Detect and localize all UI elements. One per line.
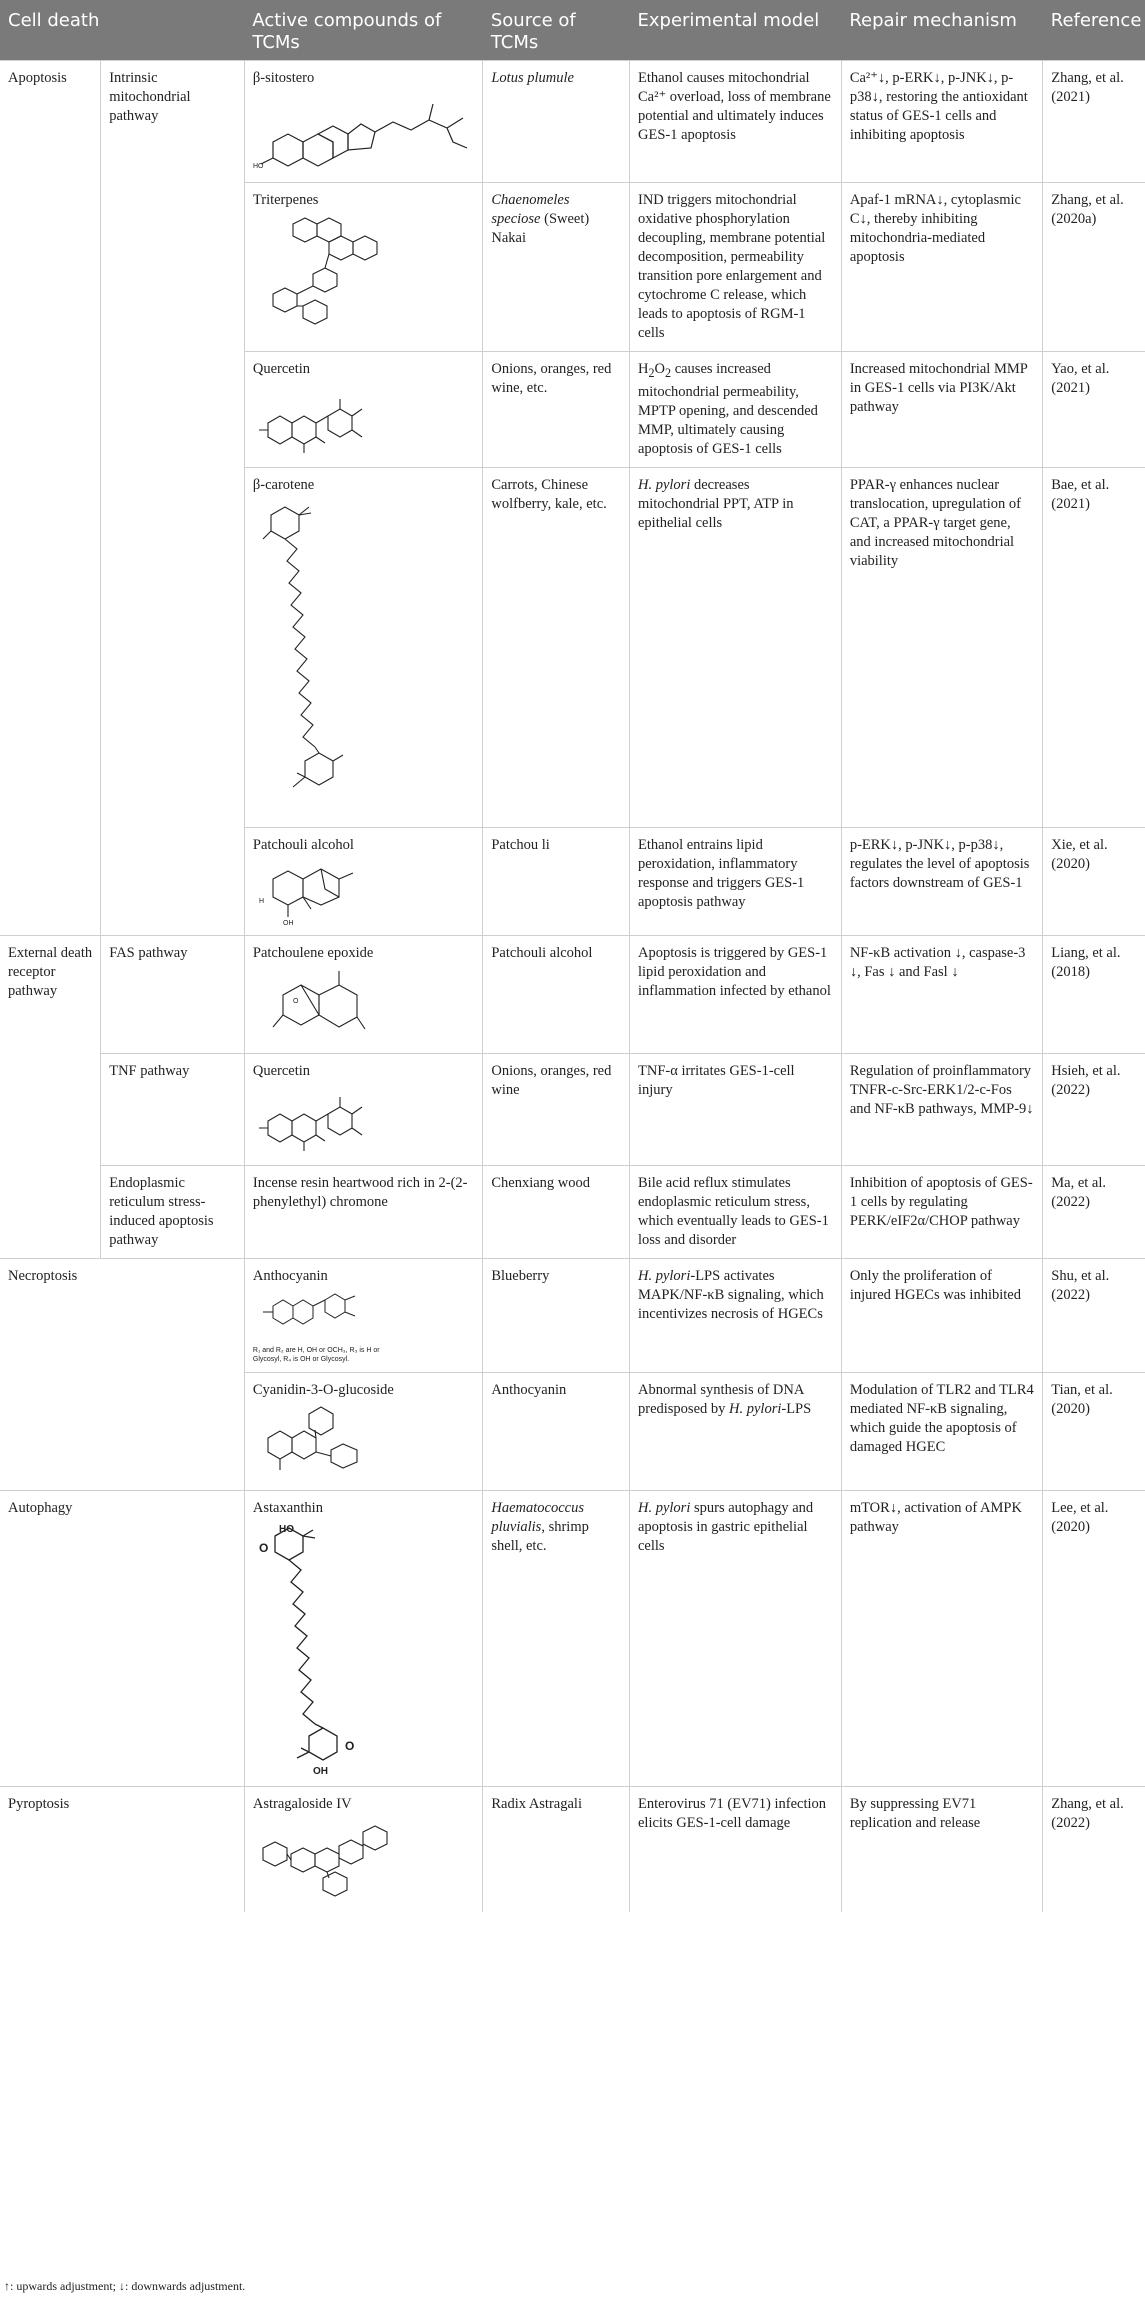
source-name: Carrots, Chinese wolfberry, kale, etc. bbox=[483, 467, 630, 827]
table-row: Cyanidin-3-O-glucoside Anthocyanin Abnormal synthesis of DNA predisposed by H. pylori-LPS Modulation of TLR2 and TLR4 mediated NF-κB signaling, which guide the apoptosis of damaged HGEC Tian, et al. (2020) bbox=[0, 1372, 1145, 1490]
compound-name: β-sitostero bbox=[252, 70, 315, 86]
reference-text: Tian, et al. (2020) bbox=[1043, 1372, 1145, 1490]
table-row bbox=[0, 1053, 1145, 1165]
repair-text: Regulation of proinflammatory TNFR-c-Src-ERK1/2-c-Fos and NF-κB pathways, MMP-9↓ bbox=[841, 1053, 1042, 1165]
svg-text:HO: HO bbox=[278, 1523, 294, 1535]
table-row: Autophagy Astaxanthin O HO O OH Haematococcus pluvialis, shrimp shell, etc. H. pylori spurs autophagy and apoptosis in gastric epithelial cells mTOR↓, activation of AMPK pathway Lee, et al. (2020) bbox=[0, 1490, 1145, 1786]
group-autophagy: Autophagy bbox=[0, 1490, 244, 1786]
repair-text: Inhibition of apoptosis of GES-1 cells by regulating PERK/eIF2α/CHOP pathway bbox=[841, 1165, 1042, 1258]
compound-name: Patchouli alcohol bbox=[252, 836, 354, 853]
header-row bbox=[0, 0, 1145, 61]
svg-text:O: O bbox=[258, 1540, 269, 1555]
quercetin-structure bbox=[253, 1085, 393, 1157]
reference-text: Zhang, et al. (2022) bbox=[1043, 1786, 1145, 1912]
model-text: TNF-α irritates GES-1-cell injury bbox=[630, 1053, 842, 1165]
reference-text: Bae, et al. (2021) bbox=[1043, 467, 1145, 827]
compound-name: Incense resin heartwood rich in 2-(2-phenylethyl) chromone bbox=[244, 1165, 482, 1258]
header-model: Experimental model bbox=[630, 0, 842, 61]
table-row: β-carotene Carrots, Chinese wolfberry, kale, etc. H. pylori decreases mitochondrial PPT, ATP in epithelial cells PPAR-γ enhances nuclear translocation, upregulation of CAT, a PPAR-γ target gene, and increased mitochondrial viability Bae, et al. (2021) bbox=[0, 467, 1145, 827]
repair-text: NF-κB activation ↓, caspase-3 ↓, Fas ↓ and Fasl ↓ bbox=[841, 935, 1042, 1053]
svg-text:O: O bbox=[344, 1738, 355, 1753]
cyanidin-3-o-glucoside-structure bbox=[253, 1404, 393, 1482]
reference-text: Lee, et al. (2020) bbox=[1043, 1490, 1145, 1786]
reference-text: Liang, et al. (2018) bbox=[1043, 935, 1145, 1053]
header-source: Source of TCMs bbox=[483, 0, 630, 61]
repair-text: Apaf-1 mRNA↓, cytoplasmic C↓, thereby inhibiting mitochondria-mediated apoptosis bbox=[841, 183, 1042, 352]
triterpenes-structure bbox=[253, 214, 403, 339]
source-name: Lotus plumule bbox=[491, 70, 574, 86]
patchoulene-epoxide-structure bbox=[253, 967, 393, 1045]
pathway-intrinsic: Intrinsic mitochondrial pathway bbox=[101, 61, 245, 936]
repair-text: p-ERK↓, p-JNK↓, p-p38↓, regulates the level of apoptosis factors downstream of GES-1 bbox=[841, 827, 1042, 935]
svg-text:H: H bbox=[258, 897, 264, 905]
header-reference: Reference bbox=[1043, 0, 1145, 61]
beta-carotene-structure bbox=[253, 499, 373, 819]
structure-caption: R₁ and R₂ are H, OH or OCH₃, R₃ is H or Glycosyl, R₄ is OH or Glycosyl. bbox=[252, 1346, 380, 1363]
source-name: Anthocyanin bbox=[483, 1372, 630, 1490]
group-apoptosis: Apoptosis bbox=[0, 61, 101, 936]
reference-text: Ma, et al. (2022) bbox=[1043, 1165, 1145, 1258]
quercetin-structure bbox=[253, 383, 393, 458]
compound-name: β-carotene bbox=[252, 476, 315, 493]
model-text: Enterovirus 71 (EV71) infection elicits GES-1-cell damage bbox=[630, 1786, 842, 1912]
model-text: Apoptosis is triggered by GES-1 lipid peroxidation and inflammation infected by ethanol bbox=[630, 935, 842, 1053]
compound-name: Patchoulene epoxide bbox=[252, 944, 374, 961]
compound-name: Astaxanthin bbox=[252, 1499, 323, 1516]
compound-name: Quercetin bbox=[252, 361, 311, 377]
footnote: ↑: upwards adjustment; ↓: downwards adjustment. bbox=[4, 2279, 246, 2293]
repair-text: Increased mitochondrial MMP in GES-1 cells via PI3K/Akt pathway bbox=[841, 352, 1042, 468]
anthocyanin-structure bbox=[253, 1290, 403, 1346]
compound-name: Astragaloside IV bbox=[252, 1795, 352, 1812]
reference-text: Hsieh, et al. (2022) bbox=[1043, 1053, 1145, 1165]
source-name: Blueberry bbox=[483, 1258, 630, 1372]
compound-name: Anthocyanin bbox=[252, 1267, 328, 1284]
group-pyroptosis: Pyroptosis bbox=[0, 1786, 244, 1912]
model-text: Ethanol causes mitochondrial Ca²⁺ overload, loss of membrane potential and ultimately induces GES-1 apoptosis bbox=[630, 61, 842, 183]
reference-text: Xie, et al. (2020) bbox=[1043, 827, 1145, 935]
header-cell-death: Cell death bbox=[0, 0, 244, 61]
table-row bbox=[0, 1165, 1145, 1258]
svg-text:O: O bbox=[292, 997, 299, 1005]
source-name: Onions, oranges, red wine, etc. bbox=[483, 352, 630, 468]
table-row bbox=[0, 935, 1145, 1053]
repair-text: Modulation of TLR2 and TLR4 mediated NF-κB signaling, which guide the apoptosis of damaged HGEC bbox=[841, 1372, 1042, 1490]
compound-name: Cyanidin-3-O-glucoside bbox=[252, 1381, 394, 1398]
repair-text: By suppressing EV71 replication and release bbox=[841, 1786, 1042, 1912]
table-row: Necroptosis Anthocyanin R₁ and R₂ are H, OH or OCH₃, R₃ is H or Glycosyl, R₄ is OH or Glycosyl. Blueberry H. pylori-LPS activates MAPK/NF-κB signaling, which incentivizes necrosis of HGECs Only the proliferation of injured HGECs was inhibited Shu, et al. (2022) bbox=[0, 1258, 1145, 1372]
source-name: Patchouli alcohol bbox=[483, 935, 630, 1053]
pathway-er: Endoplasmic reticulum stress-induced apoptosis pathway bbox=[101, 1165, 245, 1258]
repair-text: mTOR↓, activation of AMPK pathway bbox=[841, 1490, 1042, 1786]
table-row: Quercetin Onions, oranges, red wine, etc. $H_2O_2$ causes increased mitochondrial permeability, MPTP opening, and descended MMP, ultimately causing apoptosis of GES-1 cells Increased mitochondrial MMP in GES-1 cells via PI3K/Akt pathway Yao, et al. (2021) bbox=[0, 352, 1145, 468]
model-text: IND triggers mitochondrial oxidative phosphorylation decoupling, membrane potential decomposition, permeability transition pore enlargement and cytochrome C release, which leads to apoptosis of RGM-1 cells bbox=[630, 183, 842, 352]
svg-text:OH: OH bbox=[282, 919, 294, 927]
reference-text: Shu, et al. (2022) bbox=[1043, 1258, 1145, 1372]
pathway-fas: FAS pathway bbox=[101, 935, 245, 1053]
source-name: Onions, oranges, red wine bbox=[483, 1053, 630, 1165]
model-text: Bile acid reflux stimulates endoplasmic reticulum stress, which eventually leads to GES-1 loss and disorder bbox=[630, 1165, 842, 1258]
svg-text:HO: HO bbox=[252, 163, 264, 170]
table-row bbox=[0, 1786, 1145, 1912]
repair-text: PPAR-γ enhances nuclear translocation, upregulation of CAT, a PPAR-γ target gene, and increased mitochondrial viability bbox=[841, 467, 1042, 827]
header-repair: Repair mechanism bbox=[841, 0, 1042, 61]
svg-text:OH: OH bbox=[312, 1765, 328, 1777]
compound-name: Quercetin bbox=[252, 1062, 311, 1079]
reference-text: Zhang, et al. (2020a) bbox=[1043, 183, 1145, 352]
beta-sitosterol-structure bbox=[253, 92, 473, 172]
source-name: Radix Astragali bbox=[483, 1786, 630, 1912]
model-text: Ethanol entrains lipid peroxidation, inflammatory response and triggers GES-1 apoptosis pathway bbox=[630, 827, 842, 935]
group-necroptosis: Necroptosis bbox=[0, 1258, 244, 1490]
table-row: Triterpenes Chaenomeles speciose (Sweet) Nakai IND triggers mitochondrial oxidative phosphorylation decoupling, membrane potential decomposition, permeability transition pore enlargement and cytochrome C release, which leads to apoptosis of RGM-1 cells Apaf-1 mRNA↓, cytoplasmic C↓, thereby inhibiting mitochondria-mediated apoptosis Zhang, et al. (2020a) bbox=[0, 183, 1145, 352]
compound-name: Triterpenes bbox=[252, 192, 319, 208]
reference-text: Zhang, et al. (2021) bbox=[1043, 61, 1145, 183]
pathway-tnf: TNF pathway bbox=[101, 1053, 245, 1165]
repair-text: Only the proliferation of injured HGECs was inhibited bbox=[841, 1258, 1042, 1372]
group-external: External death receptor pathway bbox=[0, 935, 101, 1258]
astaxanthin-structure bbox=[253, 1522, 373, 1778]
patchouli-alcohol-structure bbox=[253, 859, 383, 927]
reference-text: Yao, et al. (2021) bbox=[1043, 352, 1145, 468]
repair-text: Ca²⁺↓, p-ERK↓, p-JNK↓, p-p38↓, restoring the antioxidant status of GES-1 cells and inhibiting apoptosis bbox=[841, 61, 1042, 183]
table-row bbox=[0, 61, 1145, 183]
source-name: Patchou li bbox=[483, 827, 630, 935]
astragaloside-iv-structure bbox=[253, 1818, 403, 1904]
source-name: Chenxiang wood bbox=[483, 1165, 630, 1258]
header-compounds: Active compounds of TCMs bbox=[244, 0, 482, 61]
